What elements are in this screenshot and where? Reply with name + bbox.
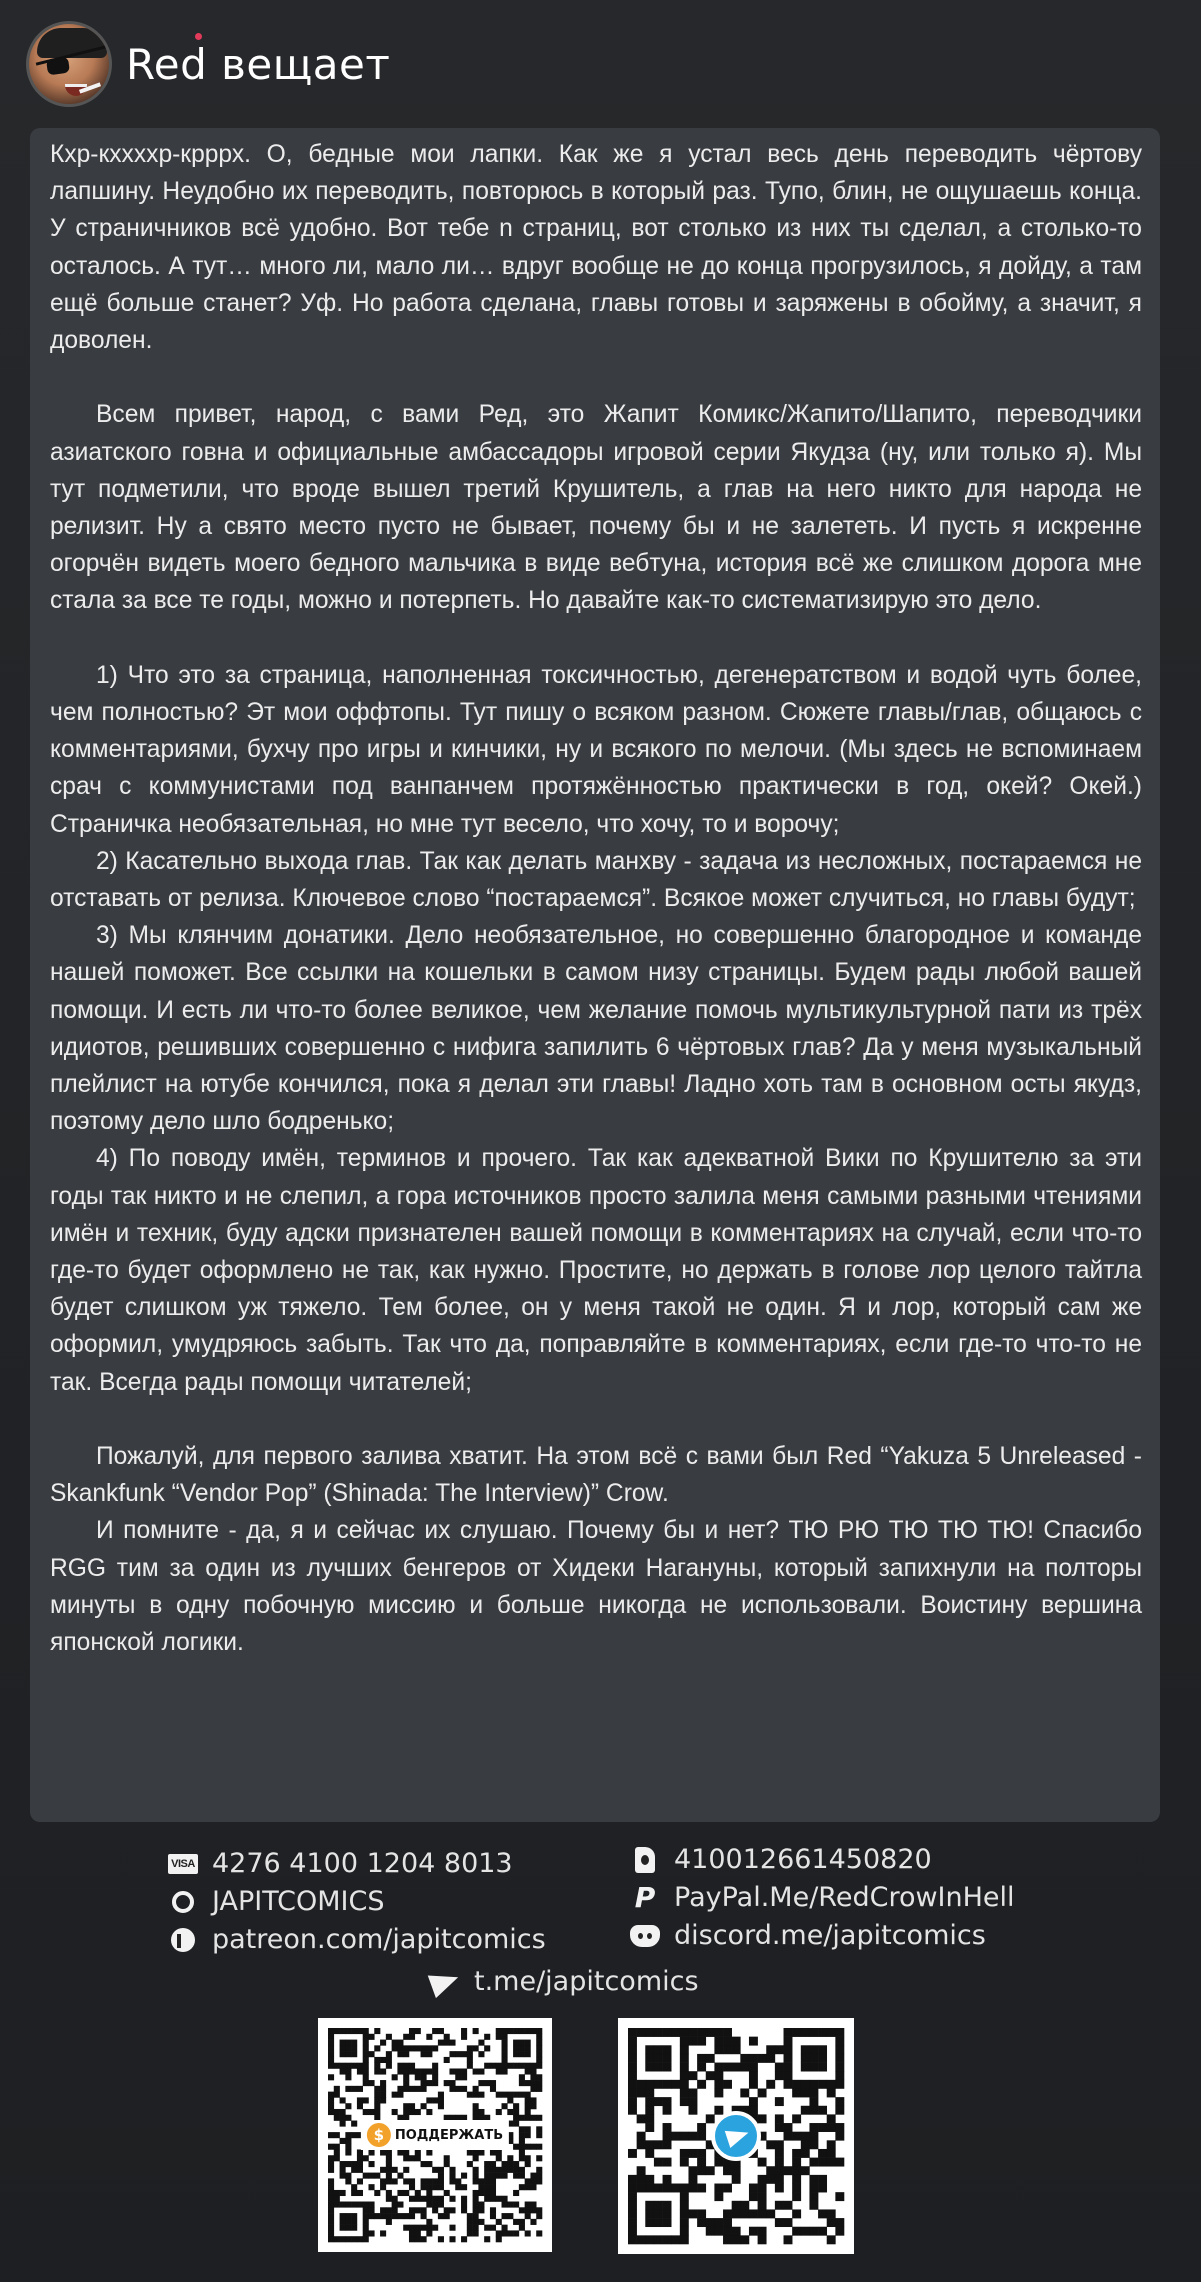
visa-card-number: 4276 4100 1204 8013 [212,1848,513,1879]
paypal-row[interactable] [630,1882,1015,1913]
header [26,20,390,108]
paragraph-point-1: 1) Что это за страница, наполненная токсичностью, дегенератством и водой чуть более, чем полностью? Эт мои оффтопы. Тут пишу о всяком разном. Сюжете главы/глав, общаюсь с комментариями, бухчу про игры и кинчики, ну и всякого по мелочи. (Мы здесь не вспоминаем срач с коммунистами под ванпанчем протяжённостью практически в год, окей? Окей.) Страничка необязательная, но мне тут весело, что хочу, то и ворочу; [50,661,1142,838]
spark-icon [192,30,204,42]
qiwi-row[interactable] [168,1886,384,1917]
coin-icon: $ [367,2123,391,2147]
discord-icon [630,1921,660,1951]
patreon-icon [168,1925,198,1955]
yoomoney-wallet-icon [630,1845,660,1875]
paragraph-point-2: 2) Касательно выхода глав. Так как делать манхву - задача из несложных, постараемся не отставать от релиза. Ключевое слово “постараемся”. Всякое может случиться, но главы будут; [50,847,1142,913]
telegram-badge-icon [711,2111,761,2161]
patreon-row[interactable] [168,1924,546,1955]
paragraph-remember: И помните - да, я и сейчас их слушаю. Почему бы и нет? ТЮ РЮ ТЮ ТЮ ТЮ! Спасибо RGG тим за один из лучших бенгеров от Хидеки Нагануны, который запихнули на полторы минуты в одну побочную миссию и больше никогда не использовали. Воистину вершина японской логики. [50,1517,1142,1657]
yoomoney-row [630,1844,932,1875]
visa-row [168,1848,513,1879]
text-panel [30,128,1160,1822]
discord-row[interactable] [630,1920,986,1951]
paragraph-point-3: 3) Мы клянчим донатики. Дело необязательное, но совершенно благородное и команде нашей поможет. Все ссылки на кошельки в самом низу страницы. Будем рады любой вашей помощи. И есть ли что-то более великое, чем желание помочь мультикультурной пати из трёх идиотов, решивших совершенно с нифига запилить 6 чёртовых глав? Да у меня музыкальный плейлист на ютубе кончился, пока я делал эти главы! Ладно хоть там в основном осты якудз, поэтому дело шло бодренько; [50,922,1142,1136]
paragraph-point-4: 4) По поводу имён, терминов и прочего. Так как адекватной Вики по Крушителю за эти годы так никто и не слепил, а гора источников просто залила меня самыми разными чтениями имён и техник, буду адски признателен вашей помощи в комментариях на случай, если что-то где-то будет оформлено не так, как нужно. Простите, но держать в голове лор целого тайтла будет слишком уж тяжело. Тем более, он у меня такой не один. Я и лор, который сам же оформил, умудряюсь забыть. Так что да, поправляйте в комментариях, если где-то что-то не так. Всегда рады помощи читателей; [50,1145,1142,1396]
paypal-icon: P [634,1881,656,1914]
donate-qr-code[interactable] [318,2018,552,2252]
visa-card-icon: VISA [168,1849,198,1879]
telegram-icon [430,1967,460,1997]
qiwi-account[interactable]: JAPITCOMICS [212,1886,385,1917]
paragraph-intro: Кхр-кхххxр-крррх. О, бедные мои лапки. Как же я устал весь день переводить чёртову лапшину. Неудобно их переводить, повторюсь в который раз. Тупо, блин, не ощушаешь конца. У страничников всё удобно. Вот тебе n страниц, вот столько из них ты сделал, а столько-то осталось. А тут… много ли, мало ли… вдруг вообще не до конца прогрузилось, я дойду, а там ещё больше станет? Уф. Но работа сделана, главы готовы и заряжены в обойму, а значит, я доволен. [50,141,1142,355]
paragraph-outro: Пожалуй, для первого залива хватит. На этом всё с вами был Red “Yakuza 5 Unreleased - Skankfunk “Vendor Pop” (Shinada: The Interview)” Crow. [50,1443,1142,1508]
telegram-qr-code[interactable] [618,2018,854,2254]
telegram-link[interactable]: t.me/japitcomics [474,1966,699,1997]
paragraph-greeting: Всем привет, народ, с вами Ред, это Жапит Комикс/Жапито/Шапито, переводчики азиатского говна и официальные амбассадоры игровой серии Якудза (ну, или только я). Мы тут подметили, что вроде вышел третий Крушитель, а глав на него никто для народа не релизит. Ну а свято место пусто не бывает, почему бы и не залететь. И пусть я искренне огорчён видеть моего бедного мальчика в виде вебтуна, история всё же слишком дорога мне стала за все те годы, можно и потерпеть. Но давайте как-то систематизирую это дело. [50,401,1142,615]
patreon-link[interactable]: patreon.com/japitcomics [212,1924,546,1955]
donate-badge [361,2120,509,2150]
yoomoney-number: 410012661450820 [674,1844,932,1875]
brand-title-text: Red вещает [126,39,391,89]
paypal-link[interactable]: PayPal.Me/RedCrowInHell [674,1882,1015,1913]
telegram-row[interactable] [430,1966,699,1997]
avatar [26,21,112,107]
donate-badge-label: ПОДДЕРЖАТЬ [394,2127,504,2143]
qiwi-icon [168,1887,198,1917]
brand-title [126,40,390,89]
discord-link[interactable]: discord.me/japitcomics [674,1920,986,1951]
